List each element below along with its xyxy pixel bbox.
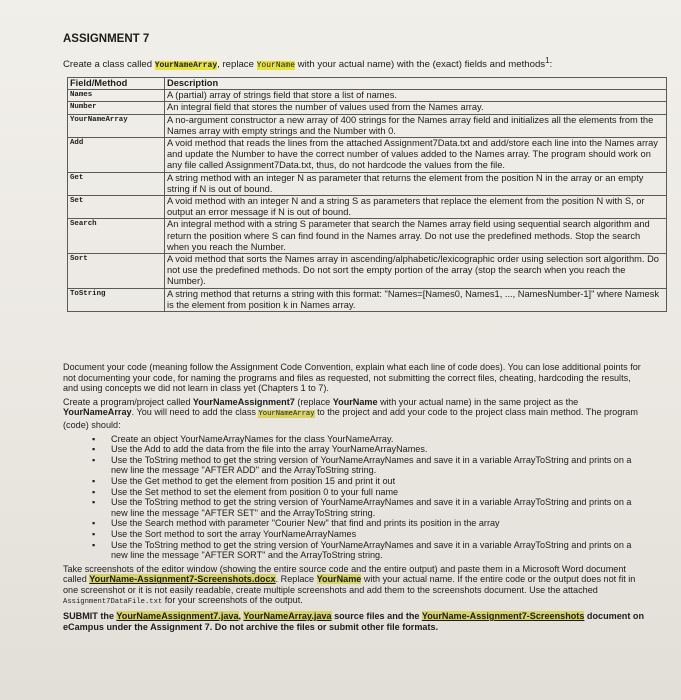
fields-methods-table [67, 77, 667, 312]
table-row [68, 254, 667, 289]
method-name: ToString [68, 288, 165, 311]
paragraph-text: Take screenshots of the editor window (showing the entire source code and the entire output) and paste them in a Microsoft Word document called [63, 563, 626, 585]
paragraph-text: Create a program/project called [63, 396, 193, 407]
class-name-bold: YourNameArray [63, 407, 132, 418]
table-row [68, 288, 667, 311]
instructions-body [63, 362, 647, 635]
method-description: A string method that returns a string with this format: "Names=[Names0, Names1, ..., NamesNumber-1]" where Namesk is the element from position k in Names array. [165, 288, 667, 311]
list-item: ▪ Use the ToString method to get the string version of YourNameArrayNames and save it in a variable ArrayToString and prints on a new line the message "AFTER SORT" and the ArrayToString string. [111, 540, 647, 561]
list-item: ▪ Use the Get method to get the element from position 15 and print it out [111, 476, 647, 487]
intro-text: with your actual name) with the (exact) fields and methods [295, 59, 546, 71]
table-row [68, 196, 667, 219]
paragraph-text: SUBMIT the [63, 611, 117, 622]
table-row [68, 172, 667, 195]
method-description: A void method with an integer N and a string S as parameters that replace the element from the position N with S, or output an error message if N is out of bound. [165, 196, 667, 219]
steps-list [63, 434, 647, 561]
intro-text: : [549, 59, 553, 71]
paragraph-text: , [238, 611, 244, 622]
intro-text: Create a class called [63, 59, 155, 71]
table-row [68, 114, 667, 137]
submit-file-3: YourName-Assignment7-Screenshots [421, 611, 585, 622]
intro-text: , replace [217, 59, 257, 71]
submit-file-1: YourNameAssignment7.java [116, 611, 239, 622]
paragraph-text: with your actual name) in the same project as the [377, 396, 579, 407]
table-row [68, 90, 667, 102]
screenshots-paragraph [63, 564, 647, 608]
method-description: A string method with an integer N as parameter that returns the element from the position N in the array or an empty string if N is out of bound. [165, 172, 667, 195]
paragraph-text: source files and the [331, 611, 422, 622]
list-item: ▪ Use the ToString method to get the string version of YourNameArrayNames and save it in a variable ArrayToString and prints on a new line the message "AFTER ADD" and the ArrayToString string. [111, 455, 647, 476]
class-name-highlight: YourNameArray [258, 410, 315, 419]
screenshots-doc-name: YourName-Assignment7-Screenshots.docx [89, 574, 276, 585]
table-header-row [68, 78, 667, 90]
method-name: Search [68, 219, 165, 254]
list-item: ▪ Use the Sort method to sort the array YourNameArrayNames [111, 529, 647, 540]
table-row [68, 102, 667, 114]
header-description: Description [165, 78, 667, 90]
method-name: Sort [68, 254, 165, 289]
field-description: A (partial) array of strings field that store a list of names. [165, 90, 667, 102]
footnote-marker: 1 [545, 56, 550, 65]
your-name-bold: YourName [332, 396, 378, 407]
field-name: Number [68, 102, 165, 114]
paragraph-text: . Replace [275, 574, 317, 585]
header-field-method: Field/Method [68, 78, 165, 90]
list-item: ▪ Use the Set method to set the element from position 0 to your full name [111, 487, 647, 498]
paragraph-text: to the project and add your code to the project class main method. The program (code) should: [63, 407, 638, 430]
page-title: ASSIGNMENT 7 [63, 33, 150, 45]
submit-file-2: YourNameArray.java [243, 611, 332, 622]
method-description: A void method that sorts the Names array in ascending/alphabetic/lexicographic order using selection sort algorithm. Do not use the predefined methods. Do not sort the empty portion of the array (stop the search when you reach the Number). [165, 254, 667, 289]
field-name: YourNameArray [68, 114, 165, 137]
list-item: ▪ Use the Search method with parameter "Courier New" that find and prints its position in the array [111, 518, 647, 529]
your-name-highlight: YourName [256, 61, 296, 71]
table-row [68, 138, 667, 173]
field-description: An integral field that stores the number of values used from the Names array. [165, 102, 667, 114]
table-row [68, 219, 667, 254]
field-description: A no-argument constructor a new array of 400 strings for the Names array field and initializes all the elements from the Names array with empty strings and the Number with 0. [165, 114, 667, 137]
method-description: An integral method with a string S parameter that search the Names array field using sequential search algorithm and return the position where S can find found in the Names array. Do not use the predefined methods. Stop the search when you reach the Number. [165, 219, 667, 254]
field-name: Names [68, 90, 165, 102]
method-name: Get [68, 172, 165, 195]
data-file-name: Assignment7DataFile.txt [63, 598, 163, 607]
paragraph-text: (replace [294, 396, 333, 407]
method-description: A void method that reads the lines from the attached Assignment7Data.txt and add/store each line into the Names array and update the Number to have the correct number of values added to the Names array. The program should work on any file called Assignment7Data.txt, thus, do not hardcode the values from the file. [165, 138, 667, 173]
method-name: Add [68, 138, 165, 173]
project-name: YourNameAssignment7 [192, 396, 295, 407]
documentation-paragraph: Document your code (meaning follow the Assignment Code Convention, explain what each line of code does). You can lose additional points for not documenting your code, for naming the programs and files as requested, not submitting the correct files, cheating, hardcoding the results, and using concepts we did not learn in class yet (Chapters 1 to 7). [63, 362, 641, 394]
list-item: ▪ Use the ToString method to get the string version of YourNameArrayNames and save it in a variable ArrayToString and prints on a new line the message "AFTER SET" and the ArrayToString string. [111, 497, 647, 518]
class-name-highlight: YourNameArray [154, 61, 218, 71]
paragraph-text: for your screenshots of the output. [162, 595, 303, 606]
program-paragraph [63, 397, 647, 431]
list-item: ▪ Use the Add to add the data from the file into the array YourNameArrayNames. [111, 444, 647, 455]
list-item: ▪ Create an object YourNameArrayNames for the class YourNameArray. [111, 434, 647, 445]
intro-line [63, 56, 552, 70]
paragraph-text: with your actual name. If the entire code or the output does not fit in one screenshot or it is not easily readable, create multiple screenshots and add them to the screenshots document. Use the attached [63, 574, 636, 595]
your-name-highlight: YourName [316, 574, 362, 585]
submit-paragraph [63, 611, 647, 632]
method-name: Set [68, 196, 165, 219]
paragraph-text: document on eCampus under the Assignment 7. Do not archive the files or submit other file formats. [63, 611, 645, 632]
paragraph-text: . You will need to add the class [131, 407, 259, 418]
